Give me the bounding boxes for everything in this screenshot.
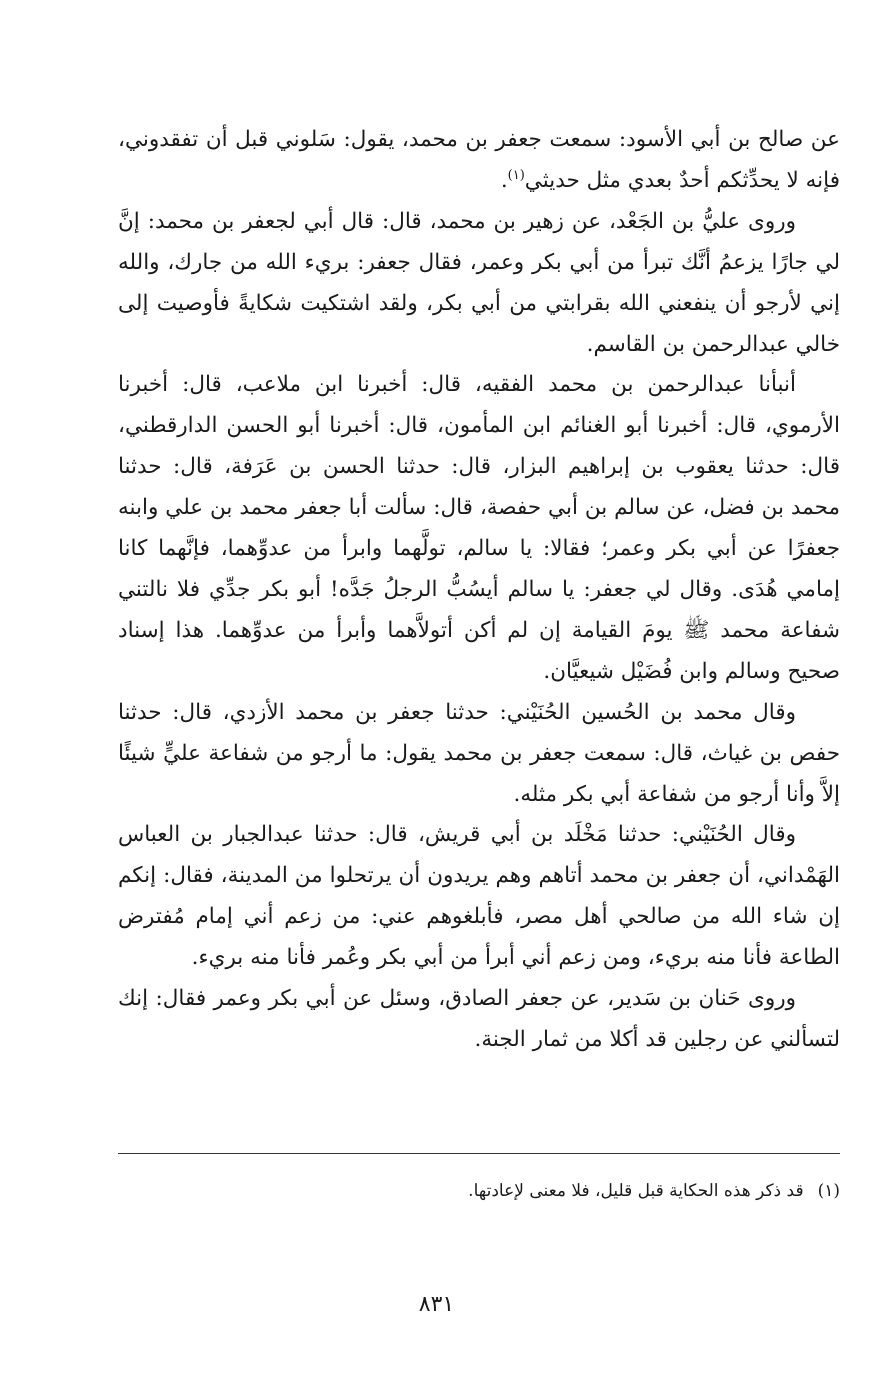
paragraph-1-text: عن صالح بن أبي الأسود: سمعت جعفر بن محمد، يقول: سَلوني قبل أن تفقدوني، فإنه لا يحدِّثكم أحدٌ بعدي مثل حديثي bbox=[118, 127, 840, 193]
paragraph-1 bbox=[118, 120, 840, 202]
footnote-reference: (١) bbox=[507, 167, 525, 183]
footnote-marker: (١) bbox=[817, 1181, 840, 1201]
footnote bbox=[118, 1177, 840, 1205]
paragraph-6: وروى حَنان بن سَدير، عن جعفر الصادق، وسئل عن أبي بكر وعمر فقال: إنك لتسألني عن رجلين قد أكلا من ثمار الجنة. bbox=[118, 986, 840, 1052]
footnote-text: قد ذكر هذه الحكاية قبل قليل، فلا معنى لإعادتها. bbox=[468, 1181, 804, 1201]
paragraph-3: أنبأنا عبدالرحمن بن محمد الفقيه، قال: أخبرنا ابن ملاعب، قال: أخبرنا الأرموي، قال: أخبرنا أبو الغنائم ابن المأمون، قال: أخبرنا أبو الحسن الدارقطني، قال: حدثنا يعقوب بن إبراهيم البزار، قال: حدثنا الحسن بن عَرَفة، قال: حدثنا محمد بن فضل، عن سالم بن أبي حفصة، قال: سألت أبا جعفر محمد بن علي وابنه جعفرًا عن أبي بكر وعمر؛ فقالا: يا سالم، تولَّهما وابرأ من عدوِّهما، فإنَّهما كانا إمامي هُدَى. وقال لي جعفر: يا سالم أيسُبُّ الرجلُ جَدَّه! أبو بكر جدِّي فلا نالتني شفاعة محمد ﷺ يومَ القيامة إن لم أكن أتولاَّهما وأبرأ من عدوِّهما. هذا إسناد صحيح وسالم وابن فُضَيْل شيعيَّان. bbox=[118, 372, 840, 684]
main-text bbox=[118, 120, 840, 1061]
paragraph-2: وروى عليُّ بن الجَعْد، عن زهير بن محمد، قال: قال أبي لجعفر بن محمد: إنَّ لي جارًا يزعمُ أنَّك تبرأ من أبي بكر وعمر، فقال جعفر: بريء الله من جارك، والله إني لأرجو أن ينفعني الله بقرابتي من أبي بكر، ولقد اشتكيت شكايةً فأوصيت إلى خالي عبدالرحمن بن القاسم. bbox=[118, 208, 840, 357]
paragraph-1-end: . bbox=[500, 167, 508, 193]
paragraph-5: وقال الحُنَيْني: حدثنا مَخْلَد بن أبي قريش، قال: حدثنا عبدالجبار بن العباس الهَمْداني، أن جعفر بن محمد أتاهم وهم يريدون أن يرتحلوا من المدينة، فقال: إنكم إن شاء الله من صالحي أهل مصر، فأبلغوهم عني: من زعم أني إمام مُفترض الطاعة فأنا منه بريء، ومن زعم أني أبرأ من أبي بكر وعُمر فأنا منه بريء. bbox=[118, 822, 840, 971]
paragraph-4: وقال محمد بن الحُسين الحُنَيْني: حدثنا جعفر بن محمد الأزدي، قال: حدثنا حفص بن غياث، قال: سمعت جعفر بن محمد يقول: ما أرجو من شفاعة عليٍّ شيئًا إلاَّ وأنا أرجو من شفاعة أبي بكر مثله. bbox=[118, 699, 840, 807]
page-number: ٨٣١ bbox=[418, 1292, 455, 1317]
footnote-separator bbox=[118, 1153, 840, 1154]
